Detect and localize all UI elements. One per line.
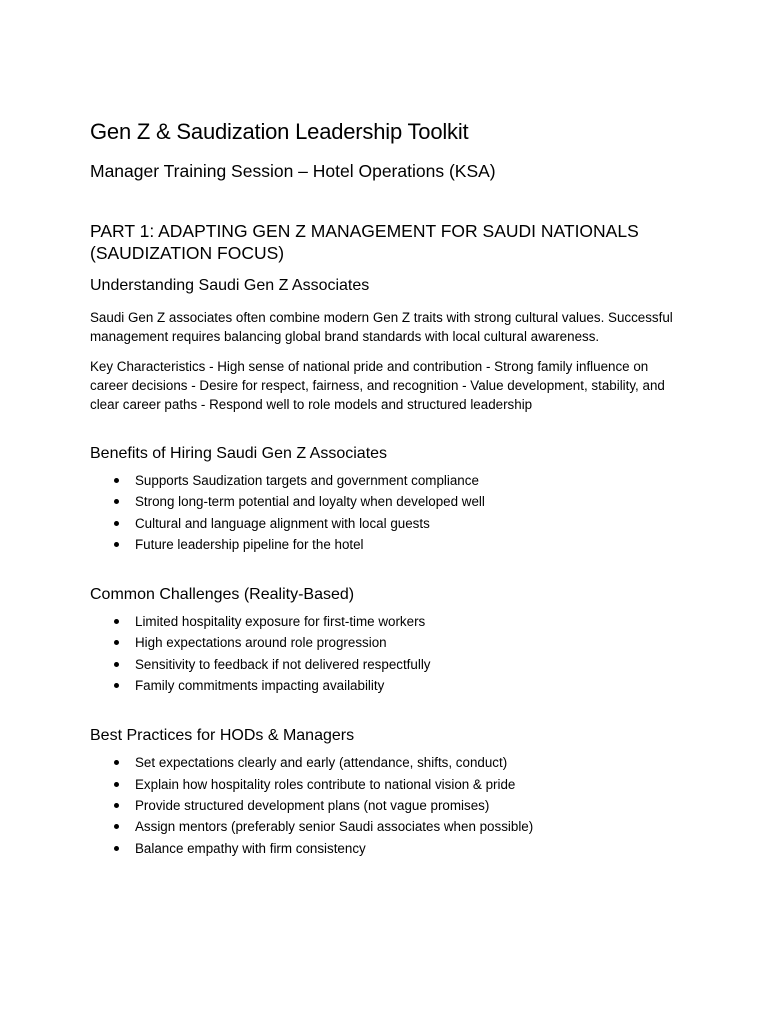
list-item [90,774,680,795]
best-practices-heading: Best Practices for HODs & Managers [90,727,355,745]
benefits-list [90,470,680,555]
understanding-heading: Understanding Saudi Gen Z Associates [90,277,370,294]
bullet-icon [114,499,119,504]
list-item-text: Provide structured development plans (not vague promises) [135,797,490,813]
list-item-text: Assign mentors (preferably senior Saudi associates when possible) [135,819,534,835]
list-item [90,611,680,632]
list-item-text: Strong long-term potential and loyalty when developed well [135,494,485,510]
challenges-list [90,611,680,696]
list-item-text: Sensitivity to feedback if not delivered respectfully [135,656,431,672]
list-item-text: Balance empathy with firm consistency [135,840,366,856]
bullet-icon [114,846,119,851]
understanding-intro: Saudi Gen Z associates often combine modern Gen Z traits with strong cultural values. Successful management requires balancing global brand standards with local cultural awareness. [90,310,673,344]
list-item-text: Cultural and language alignment with local guests [135,515,430,531]
list-item-text: Supports Saudization targets and government compliance [135,473,479,488]
bullet-icon [114,478,119,483]
list-item-text: Family commitments impacting availability [135,678,385,694]
bullet-icon [114,760,119,765]
list-item-text: High expectations around role progression [135,635,387,651]
list-item [90,816,680,837]
document-title: Gen Z & Saudization Leadership Toolkit [90,119,469,144]
document-page [90,118,680,859]
list-item [90,838,680,859]
list-item [90,491,680,512]
list-item-text: Set expectations clearly and early (attendance, shifts, conduct) [135,755,508,771]
challenges-heading: Common Challenges (Reality-Based) [90,586,355,604]
list-item [90,675,680,696]
list-item [90,534,680,555]
document-subtitle: Manager Training Session – Hotel Operations (KSA) [90,161,496,181]
part1-heading: PART 1: ADAPTING GEN Z MANAGEMENT FOR SAUDI NATIONALS (SAUDIZATION FOCUS) [90,221,639,263]
bullet-icon [114,782,119,787]
list-item [90,795,680,816]
bullet-icon [114,683,119,688]
bullet-icon [114,542,119,547]
list-item [90,632,680,653]
list-item [90,470,680,491]
list-item [90,752,680,773]
list-item-text: Limited hospitality exposure for first-time workers [135,614,426,630]
bullet-icon [114,662,119,667]
bullet-icon [114,824,119,829]
list-item-text: Explain how hospitality roles contribute to national vision & pride [135,776,516,792]
key-characteristics: Key Characteristics - High sense of national pride and contribution - Strong family influence on career decisions - Desire for respect, fairness, and recognition - Value development, stability, and clear career paths - Respond well to role models and structured leadership [90,359,665,412]
bullet-icon [114,619,119,624]
bullet-icon [114,521,119,526]
best-practices-list [90,752,680,858]
list-item-text: Future leadership pipeline for the hotel [135,536,364,552]
list-item [90,654,680,675]
bullet-icon [114,640,119,645]
benefits-heading: Benefits of Hiring Saudi Gen Z Associates [90,445,388,462]
list-item [90,513,680,534]
bullet-icon [114,803,119,808]
